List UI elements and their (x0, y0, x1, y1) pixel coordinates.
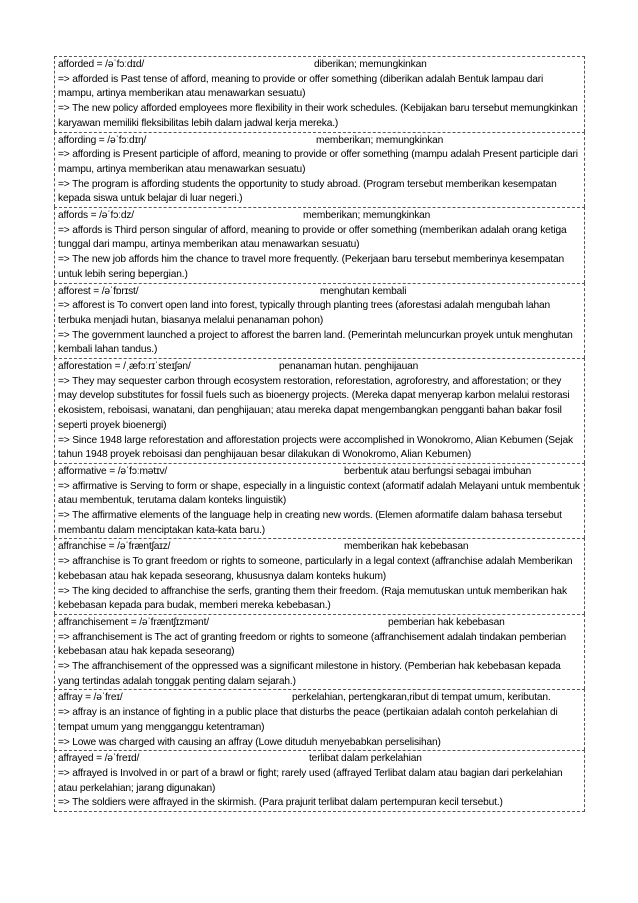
entry-headword: affrayed = /əˈfreɪd/ (58, 753, 140, 765)
dictionary-entry-afforestation (54, 358, 585, 463)
dictionary-entry-affray (54, 689, 585, 750)
entry-headword: afforest = /əˈfɒrɪst/ (58, 285, 139, 297)
dictionary-entry-afforest (54, 283, 585, 359)
entry-example: => The new policy afforded employees more flexibility in their work schedules. (Kebijakan baru tersebut memungkinkan karyawan memiliki fleksibilitas lebih dalam jadwal kerja mereka.) (58, 103, 578, 129)
entry-headword: affray = /əˈfreɪ/ (58, 692, 123, 704)
entry-head-line (58, 58, 581, 73)
entry-example: => The program is affording students the opportunity to study abroad. (Program tersebut memberikan kesempatan kepada siswa untuk belajar di luar negeri.) (58, 178, 557, 205)
entry-head-line (58, 691, 581, 706)
entry-head-line (58, 209, 581, 224)
dictionary-page (54, 56, 585, 812)
entry-head-line (58, 616, 581, 631)
entry-translation: diberikan; memungkinkan (314, 59, 427, 70)
entry-translation: perkelahian, pertengkaran,ribut di tempat umum, keributan. (292, 692, 551, 704)
dictionary-entry-affrayed (54, 750, 585, 812)
entry-definition: => afforest is To convert open land into forest, typically through planting trees (aforestasi adalah mengubah lahan terbuka menjadi hutan, biasanya melalui penanaman pohon) (58, 300, 551, 326)
entry-definition: => affirmative is Serving to form or shape, especially in a linguistic context (aformatif adalah Melayani untuk membentuk atau membentuk, terutama dalam konteks linguistik) (58, 480, 580, 507)
entry-example: => The new job affords him the chance to travel more frequently. (Pekerjaan baru tersebut memberinya kesempatan untuk lebih sering bepergian.) (58, 254, 565, 280)
entry-translation: menghutan kembali (320, 285, 407, 297)
entry-head-line (58, 540, 581, 555)
entry-definition: => affording is Present participle of afford, meaning to provide or offer something (mampu adalah Present participle dari mampu, artinya memberikan atau menawarkan sesuatu) (58, 149, 578, 175)
entry-headword: affording = /əˈfɔːdɪŋ/ (58, 134, 147, 146)
entry-example: => The soldiers were affrayed in the skirmish. (Para prajurit terlibat dalam pertempuran kecil tersebut.) (58, 797, 503, 809)
entry-example: => The affirmative elements of the language help in creating new words. (Elemen aformatife dalam bahasa tersebut membantu dalam menciptakan kata-kata baru.) (58, 510, 562, 536)
entry-headword: afforded = /əˈfɔːdɪd/ (58, 59, 145, 70)
entry-translation: pemberian hak kebebasan (388, 616, 505, 628)
entry-translation: memberikan; memungkinkan (316, 134, 444, 146)
entry-example: => The king decided to affranchise the serfs, granting them their freedom. (Raja memutuskan untuk memberikan hak kebebasan kepada para budak, memberi mereka kebebasan.) (58, 585, 567, 612)
entry-headword: affords = /əˈfɔːdz/ (58, 210, 134, 221)
dictionary-entry-affording (54, 132, 585, 208)
entry-example: => Since 1948 large reforestation and afforestation projects were accomplished in Wonokromo, Alian Kebumen (Sejak tahun 1948 proyek reboisasi dan penghijauan besar dilakukan di Wonokromo, Alian Kebumen) (58, 434, 573, 461)
entry-definition: => affrayed is Involved in or part of a brawl or fight; rarely used (affrayed Terlibat dalam atau bagian dari perkelahian atau perkelahian; jarang digunakan) (58, 767, 563, 794)
entry-head-line (58, 360, 581, 375)
entry-definition: => affranchisement is The act of granting freedom or rights to someone (affranchisement adalah tindakan pemberian kebebasan atau hak kepada seseorang) (58, 631, 567, 658)
dictionary-entry-affranchisement (54, 614, 585, 690)
entry-translation: terlibat dalam perkelahian (309, 753, 422, 765)
entry-translation: penanaman hutan. penghijauan (279, 361, 419, 372)
dictionary-entry-afformative (54, 463, 585, 539)
entry-definition: => afforded is Past tense of afford, meaning to provide or offer something (diberikan adalah Bentuk lampau dari mampu, artinya memberikan atau menawarkan sesuatu) (58, 73, 544, 100)
entry-translation: memberikan hak kebebasan (344, 541, 469, 553)
entry-head-line (58, 285, 581, 300)
entry-headword: affranchise = /əˈfræntʃaɪz/ (58, 541, 171, 553)
dictionary-entry-affords (54, 207, 585, 283)
entry-definition: => affords is Third person singular of afford, meaning to provide or offer something (memberikan adalah orang ketiga tunggal dari mampu, artinya memberikan atau menawarkan sesuatu) (58, 224, 567, 251)
entry-definition: => affray is an instance of fighting in a public place that disturbs the peace (pertikaian adalah contoh perkelahian di tempat umum yang mengganggu ketentraman) (58, 707, 558, 733)
entry-head-line (58, 752, 581, 767)
dictionary-entry-affranchise (54, 538, 585, 614)
entry-head-line (58, 134, 581, 149)
entry-translation: berbentuk atau berfungsi sebagai imbuhan (344, 465, 532, 477)
entry-example: => The government launched a project to afforest the barren land. (Pemerintah meluncurkan proyek untuk menghutan kembali lahan tandus.) (58, 329, 573, 356)
entry-headword: affranchisement = /əˈfræntʃɪzmənt/ (58, 616, 209, 628)
entry-headword: afformative = /əˈfɔːmətɪv/ (58, 465, 168, 477)
dictionary-entry-afforded (54, 56, 585, 132)
entry-definition: => They may sequester carbon through ecosystem restoration, reforestation, agroforestry, and afforestation; or they may develop substitutes for fossil fuels such as bioenergy projects. (Mereka dapat menyerap karbon melalui restorasi ekosistem, reboisasi, wanatani, dan penghijauan; atau mereka dapat mengembangkan pengganti bahan bakar fosil seperti proyek bioenergi) (58, 375, 570, 431)
entry-example: => Lowe was charged with causing an affray (Lowe dituduh menyebabkan perselisihan) (58, 736, 441, 748)
entry-definition: => affranchise is To grant freedom or rights to someone, particularly in a legal context (affranchise adalah Memberikan kebebasan atau hak kepada seseorang, khususnya dalam konteks hukum) (58, 556, 573, 582)
entry-headword: afforestation = /ˌæfɔːrɪˈsteɪʃən/ (58, 361, 191, 372)
entry-head-line (58, 465, 581, 480)
entry-translation: memberikan; memungkinkan (303, 210, 431, 221)
entry-example: => The affranchisement of the oppressed was a significant milestone in history. (Pemberian hak kebebasan kepada yang tertindas adalah tonggak penting dalam sejarah.) (58, 661, 561, 687)
